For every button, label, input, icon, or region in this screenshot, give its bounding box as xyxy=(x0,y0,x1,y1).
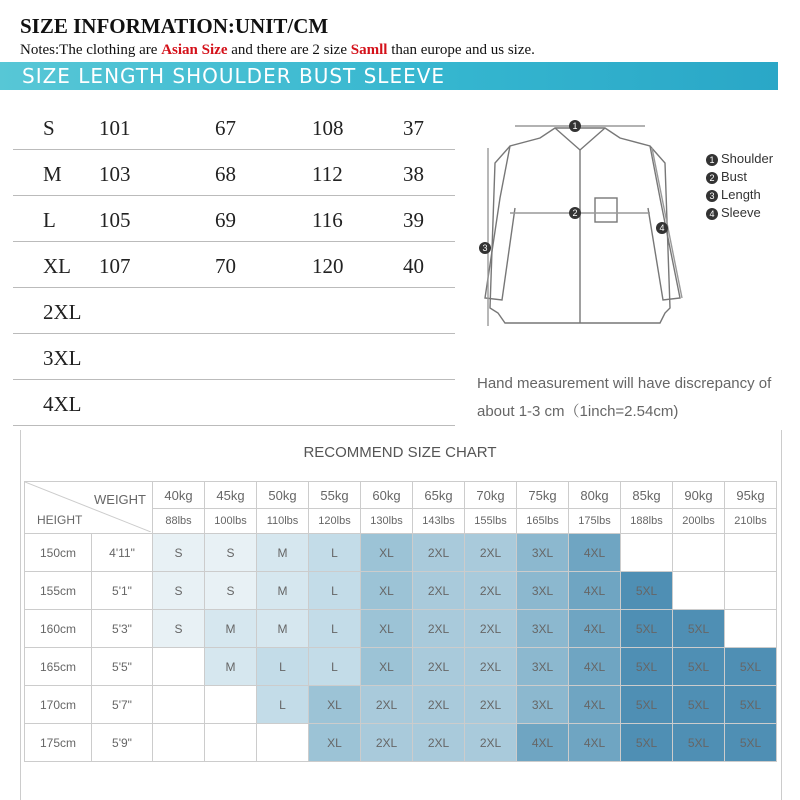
weight-lbs-header: 165lbs xyxy=(517,509,569,534)
size-cell xyxy=(153,724,205,762)
size-cell xyxy=(153,686,205,724)
size-cell: L xyxy=(309,648,361,686)
size-cell-sleeve: 40 xyxy=(403,254,424,278)
notes-text-mid: and there are 2 size xyxy=(227,42,351,58)
weight-lbs-header: 100lbs xyxy=(205,509,257,534)
size-row xyxy=(13,195,455,242)
size-cell: 2XL xyxy=(361,686,413,724)
notes-text: Notes:The clothing are xyxy=(20,42,162,58)
size-cell: M xyxy=(257,572,309,610)
size-cell: 5XL xyxy=(621,610,673,648)
size-cell: S xyxy=(153,610,205,648)
size-cell: 2XL xyxy=(361,724,413,762)
size-cell: 3XL xyxy=(517,610,569,648)
size-cell: 4XL xyxy=(569,572,621,610)
size-cell xyxy=(673,534,725,572)
size-cell: 4XL xyxy=(569,610,621,648)
weight-kg-header: 85kg xyxy=(621,482,673,509)
weight-lbs-header: 188lbs xyxy=(621,509,673,534)
weight-kg-header: 90kg xyxy=(673,482,725,509)
size-cell: M xyxy=(257,534,309,572)
size-cell: 5XL xyxy=(621,572,673,610)
table-corner-header xyxy=(25,482,153,534)
size-cell: M xyxy=(205,610,257,648)
height-cm-cell: 150cm xyxy=(25,534,92,572)
size-cell: 5XL xyxy=(621,724,673,762)
recommend-chart-title: RECOMMEND SIZE CHART xyxy=(303,444,497,461)
height-label: HEIGHT xyxy=(37,513,83,527)
page-title: SIZE INFORMATION:UNIT/CM xyxy=(20,14,329,38)
weight-lbs-header: 200lbs xyxy=(673,509,725,534)
weight-kg-header: 75kg xyxy=(517,482,569,509)
height-ft-cell: 5'9" xyxy=(92,724,153,762)
table-row xyxy=(25,572,777,610)
weight-lbs-header: 143lbs xyxy=(413,509,465,534)
size-cell: 2XL xyxy=(413,610,465,648)
weight-kg-header: 80kg xyxy=(569,482,621,509)
size-cell: 5XL xyxy=(673,610,725,648)
weight-lbs-header: 210lbs xyxy=(725,509,777,534)
weight-kg-header: 65kg xyxy=(413,482,465,509)
weight-label: WEIGHT xyxy=(94,492,146,507)
size-cell: 2XL xyxy=(465,610,517,648)
size-cell: 2XL xyxy=(413,724,465,762)
size-cell: M xyxy=(257,610,309,648)
weight-kg-header: 70kg xyxy=(465,482,517,509)
size-row xyxy=(13,333,455,380)
size-cell-shoulder: 67 xyxy=(215,116,236,140)
legend-item-length: 3 Length xyxy=(706,186,773,204)
size-row xyxy=(13,103,455,150)
size-cell: 2XL xyxy=(465,648,517,686)
size-cell-size: 4XL xyxy=(43,392,82,416)
weight-lbs-header: 175lbs xyxy=(569,509,621,534)
size-cell: 4XL xyxy=(569,686,621,724)
size-cell xyxy=(153,648,205,686)
size-row xyxy=(13,149,455,196)
size-cell: XL xyxy=(361,648,413,686)
size-cell: 5XL xyxy=(725,724,777,762)
size-cell-shoulder: 69 xyxy=(215,208,236,232)
size-cell xyxy=(673,572,725,610)
size-cell: L xyxy=(309,534,361,572)
size-cell: L xyxy=(309,572,361,610)
legend-item-shoulder: 1 Shoulder xyxy=(706,150,773,168)
size-cell: 5XL xyxy=(673,724,725,762)
size-cell: 3XL xyxy=(517,648,569,686)
size-cell: 5XL xyxy=(621,648,673,686)
size-cell xyxy=(725,534,777,572)
size-cell: 4XL xyxy=(569,534,621,572)
size-cell xyxy=(725,610,777,648)
size-cell-bust: 116 xyxy=(312,208,343,232)
size-cell xyxy=(725,572,777,610)
size-cell: 2XL xyxy=(465,572,517,610)
size-cell-sleeve: 39 xyxy=(403,208,424,232)
size-cell: 3XL xyxy=(517,534,569,572)
size-cell-shoulder: 68 xyxy=(215,162,236,186)
height-cm-cell: 155cm xyxy=(25,572,92,610)
table-row xyxy=(25,724,777,762)
size-cell: L xyxy=(257,648,309,686)
size-cell: 5XL xyxy=(725,686,777,724)
marker-1: 1 xyxy=(569,120,581,132)
size-cell: M xyxy=(205,648,257,686)
size-cell: 2XL xyxy=(413,648,465,686)
size-table-header-banner: SIZE LENGTH SHOULDER BUST SLEEVE xyxy=(0,62,778,90)
notes-text-suffix: than europe and us size. xyxy=(387,42,535,58)
height-cm-cell: 160cm xyxy=(25,610,92,648)
size-cell: 2XL xyxy=(465,724,517,762)
size-cell-size: XL xyxy=(43,254,71,278)
size-cell: 5XL xyxy=(673,648,725,686)
weight-lbs-header: 88lbs xyxy=(153,509,205,534)
size-cell: S xyxy=(153,572,205,610)
size-cell-length: 101 xyxy=(99,116,131,140)
size-cell: 3XL xyxy=(517,686,569,724)
size-cell-size: 3XL xyxy=(43,346,82,370)
size-cell-size: L xyxy=(43,208,56,232)
weight-lbs-header: 155lbs xyxy=(465,509,517,534)
size-cell: XL xyxy=(309,686,361,724)
size-cell: 5XL xyxy=(673,686,725,724)
recommend-size-table xyxy=(24,481,777,762)
table-row xyxy=(25,686,777,724)
height-ft-cell: 5'1" xyxy=(92,572,153,610)
marker-2: 2 xyxy=(569,207,581,219)
size-cell: S xyxy=(205,534,257,572)
weight-kg-header: 50kg xyxy=(257,482,309,509)
weight-kg-header: 55kg xyxy=(309,482,361,509)
size-cell: L xyxy=(257,686,309,724)
size-row xyxy=(13,241,455,288)
size-cell-size: S xyxy=(43,116,55,140)
size-notes xyxy=(20,42,535,59)
size-cell-length: 105 xyxy=(99,208,131,232)
size-cell: 4XL xyxy=(569,648,621,686)
size-cell-bust: 120 xyxy=(312,254,344,278)
weight-kg-header: 45kg xyxy=(205,482,257,509)
size-cell: 5XL xyxy=(621,686,673,724)
size-cell-size: 2XL xyxy=(43,300,82,324)
size-cell-sleeve: 38 xyxy=(403,162,424,186)
weight-lbs-header: 130lbs xyxy=(361,509,413,534)
size-cell-shoulder: 70 xyxy=(215,254,236,278)
height-ft-cell: 4'11" xyxy=(92,534,153,572)
height-ft-cell: 5'3" xyxy=(92,610,153,648)
height-ft-cell: 5'7" xyxy=(92,686,153,724)
size-cell: 2XL xyxy=(413,572,465,610)
size-cell-size: M xyxy=(43,162,62,186)
size-cell: S xyxy=(153,534,205,572)
height-ft-cell: 5'5" xyxy=(92,648,153,686)
diagram-legend xyxy=(706,150,773,222)
weight-lbs-header: 120lbs xyxy=(309,509,361,534)
size-cell: XL xyxy=(309,724,361,762)
size-cell-bust: 112 xyxy=(312,162,343,186)
size-cell: 2XL xyxy=(465,686,517,724)
weight-lbs-header: 110lbs xyxy=(257,509,309,534)
size-cell xyxy=(205,686,257,724)
size-cell: 2XL xyxy=(413,534,465,572)
size-cell: 2XL xyxy=(413,686,465,724)
legend-item-bust: 2 Bust xyxy=(706,168,773,186)
size-cell-bust: 108 xyxy=(312,116,344,140)
size-cell xyxy=(205,724,257,762)
measurement-note: Hand measurement will have discrepancy of about 1-3 cm（1inch=2.54cm) xyxy=(477,375,772,420)
notes-highlight-asian-size: Asian Size xyxy=(161,42,228,58)
weight-kg-header: 60kg xyxy=(361,482,413,509)
size-cell-length: 103 xyxy=(99,162,131,186)
weight-kg-header: 40kg xyxy=(153,482,205,509)
height-cm-cell: 165cm xyxy=(25,648,92,686)
size-cell xyxy=(257,724,309,762)
size-row xyxy=(13,287,455,334)
marker-3: 3 xyxy=(479,242,491,254)
size-cell: 5XL xyxy=(725,648,777,686)
table-row xyxy=(25,610,777,648)
height-cm-cell: 170cm xyxy=(25,686,92,724)
size-row xyxy=(13,379,455,426)
size-cell: S xyxy=(205,572,257,610)
notes-highlight-smaller: Samll xyxy=(350,42,388,58)
size-cell: XL xyxy=(361,534,413,572)
size-cell: L xyxy=(309,610,361,648)
size-cell: 4XL xyxy=(569,724,621,762)
table-row xyxy=(25,648,777,686)
size-cell: XL xyxy=(361,610,413,648)
height-cm-cell: 175cm xyxy=(25,724,92,762)
size-cell-length: 107 xyxy=(99,254,131,278)
size-cell: 2XL xyxy=(465,534,517,572)
table-row xyxy=(25,534,777,572)
legend-item-sleeve: 4 Sleeve xyxy=(706,204,773,222)
size-cell: 3XL xyxy=(517,572,569,610)
weight-kg-header: 95kg xyxy=(725,482,777,509)
marker-4: 4 xyxy=(656,222,668,234)
size-cell-sleeve: 37 xyxy=(403,116,424,140)
size-cell xyxy=(621,534,673,572)
size-cell: XL xyxy=(361,572,413,610)
size-cell: 4XL xyxy=(517,724,569,762)
